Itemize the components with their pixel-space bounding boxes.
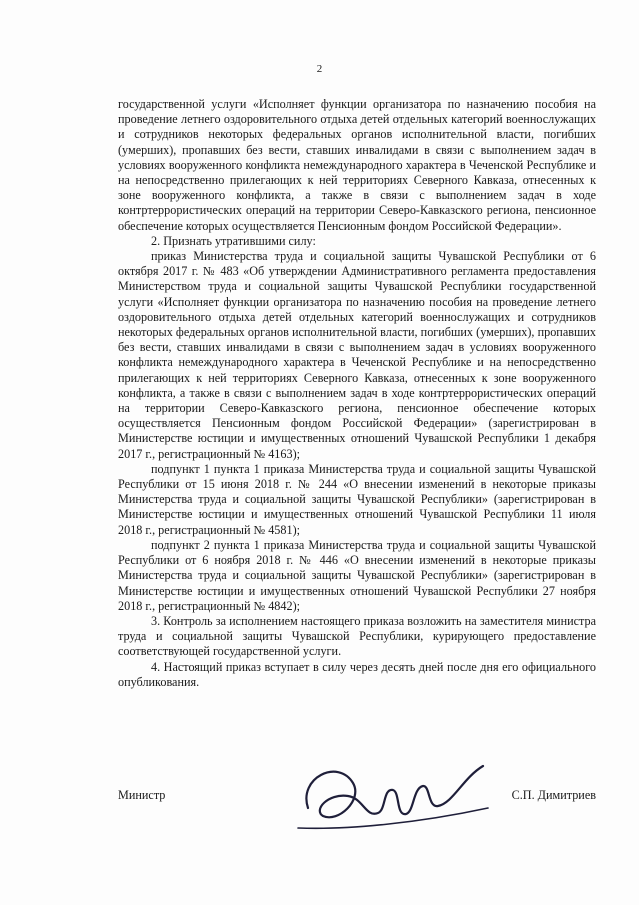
page-number: 2 <box>316 63 323 75</box>
signatory-title: Министр <box>118 788 166 802</box>
paragraph-repealed-order: приказ Министерства труда и социальной защиты Чувашской Республики от 6 октября 2017 г. № 483 «Об утверждении Административного регламента предоставления Министерством труда и социальной защиты Чувашской Республики государственной услуги «Исполняет функции организатора по назначению пособия на проведение летнего оздоровительного отдыха детей отдельных категорий военнослужащих и сотрудников некоторых федеральных органов исполнительной власти, погибших (умерших), пропавших без вести, ставших инвалидами в связи с выполнением задач в условиях вооруженного конфликта немеждународного характера в Чеченской Республике и на непосредственно прилегающих к ней территориях Северного Кавказа, отнесенных к зоне вооруженного конфликта, а также в связи с выполнением задач в ходе контртеррористических операций на территории Северо-Кавказского региона, пенсионное обеспечение которых осуществляется Пенсионным фондом Российской Федерации» (зарегистрирован в Министерстве юстиции и имущественных отношений Чувашской Республики 1 декабря 2017 г., регистрационный № 4163); <box>118 249 596 461</box>
paragraph-item-4: 4. Настоящий приказ вступает в силу через десять дней после дня его официального опубликования. <box>118 659 596 689</box>
signature-block <box>118 788 596 888</box>
handwritten-signature <box>268 738 498 858</box>
paragraph-item-3: 3. Контроль за исполнением настоящего приказа возложить на заместителя министра труда и социальной защиты Чувашской Республики, курирующего предоставление соответствующей государственной услуги. <box>118 613 596 659</box>
signatory-name: С.П. Димитриев <box>511 788 596 802</box>
paragraph-item-2: 2. Признать утратившими силу: <box>151 233 316 248</box>
paragraph-continuation: государственной услуги «Исполняет функции организатора по назначению пособия на проведение летнего оздоровительного отдыха детей отдельных категорий военнослужащих и сотрудников некоторых федеральных органов исполнительной власти, погибших (умерших), пропавших без вести, ставших инвалидами в связи с выполнением задач в условиях вооруженного конфликта немеждународного характера в Чеченской Республике и на непосредственно прилегающих к ней территориях Северного Кавказа, отнесенных к зоне вооруженного конфликта, а также в связи с выполнением задач в ходе контртеррористических операций на территории Северо-Кавказского региона, пенсионное обеспечение которых осуществляется Пенсионным фондом Российской Федерации». <box>118 97 596 233</box>
document-body <box>118 97 596 690</box>
paragraph-repealed-subpoint-1: подпункт 1 пункта 1 приказа Министерства труда и социальной защиты Чувашской Республики от 15 июня 2018 г. № 244 «О внесении изменений в некоторые приказы Министерства труда и социальной защиты Чувашской Республики» (зарегистрирован в Министерстве юстиции и имущественных отношений Чувашской Республики 11 июля 2018 г., регистрационный № 4581); <box>118 461 596 537</box>
paragraph-repealed-subpoint-2: подпункт 2 пункта 1 приказа Министерства труда и социальной защиты Чувашской Республики от 6 ноября 2018 г. № 446 «О внесении изменений в некоторые приказы Министерства труда и социальной защиты Чувашской Республики» (зарегистрирован в Министерстве юстиции и имущественных отношений Чувашской Республики 27 ноября 2018 г., регистрационный № 4842); <box>118 537 596 613</box>
